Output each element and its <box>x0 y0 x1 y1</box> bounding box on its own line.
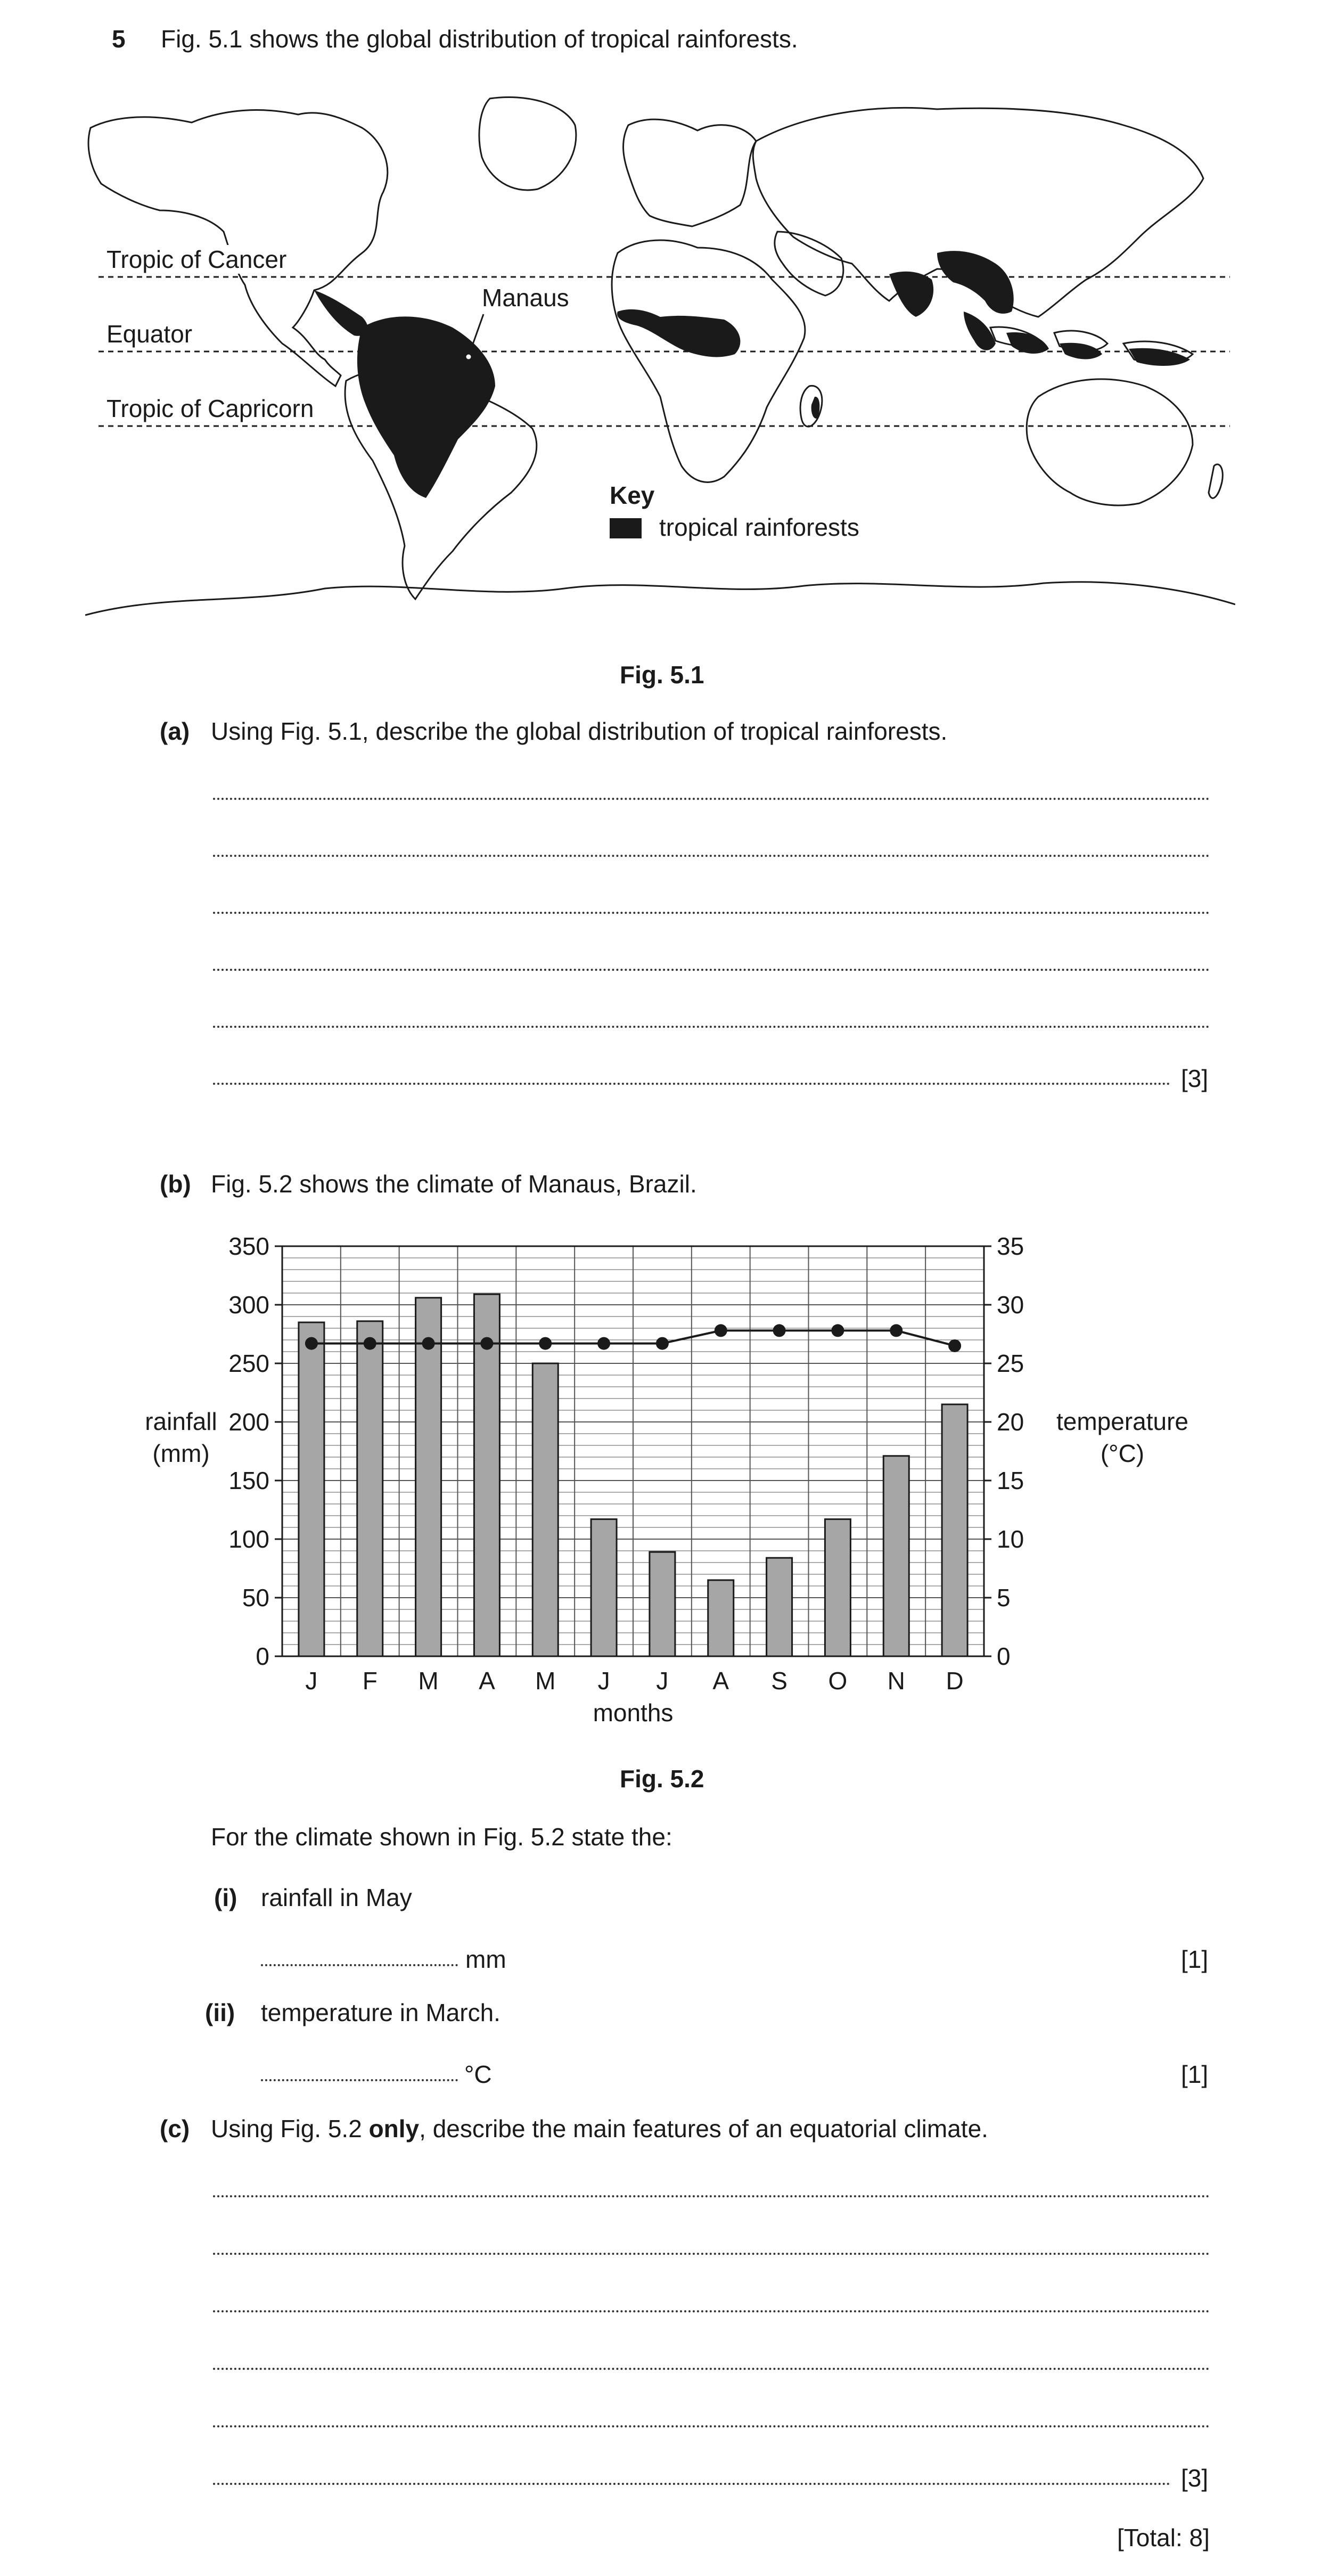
rainfall-bar <box>942 1404 967 1656</box>
rainfall-bar <box>825 1519 850 1656</box>
x-axis-title: months <box>593 1699 674 1727</box>
part-b-ii-question: temperature in March. <box>261 1999 500 2026</box>
answer-line-a2[interactable] <box>213 855 1210 857</box>
month-tick-label: M <box>418 1667 439 1695</box>
left-axis-title-line1: rainfall <box>145 1408 217 1435</box>
answer-line-c4[interactable] <box>213 2368 1210 2370</box>
temperature-point <box>715 1324 727 1337</box>
temperature-point <box>422 1337 435 1350</box>
month-tick-label: F <box>362 1667 378 1695</box>
rainfall-bar <box>357 1321 383 1656</box>
left-tick-label: 0 <box>256 1642 269 1670</box>
rainforest-areas <box>314 251 1190 498</box>
part-b-i-marks: [1] <box>1181 1945 1209 1973</box>
answer-line-b-ii[interactable] <box>261 2079 458 2081</box>
part-b-ii-unit: °C <box>464 2060 492 2088</box>
answer-line-a1[interactable] <box>213 798 1210 800</box>
part-a-label: (a) <box>160 717 190 745</box>
temperature-point <box>773 1324 786 1337</box>
month-tick-label: O <box>828 1667 848 1695</box>
answer-line-a3[interactable] <box>213 912 1210 914</box>
right-tick-label: 20 <box>997 1408 1024 1436</box>
part-b-i-question: rainfall in May <box>261 1884 412 1911</box>
temperature-point <box>656 1337 669 1350</box>
climate-chart <box>133 1225 1198 1747</box>
chart-grid <box>282 1246 984 1656</box>
part-c-question <box>211 2114 988 2143</box>
month-tick-label: A <box>479 1667 495 1695</box>
month-tick-label: J <box>305 1667 318 1695</box>
part-b-i-label: (i) <box>214 1884 237 1911</box>
left-tick-label: 300 <box>228 1291 269 1319</box>
part-c-text-before: Using Fig. 5.2 <box>211 2115 369 2142</box>
rainfall-bar <box>708 1580 734 1656</box>
right-tick-label: 30 <box>997 1291 1024 1319</box>
question-number: 5 <box>112 25 126 53</box>
right-axis-title-line2: (°C) <box>1100 1440 1145 1467</box>
answer-line-a6[interactable] <box>213 1083 1170 1085</box>
answer-line-c6[interactable] <box>213 2483 1170 2485</box>
month-tick-label: N <box>887 1667 905 1695</box>
left-tick-label: 150 <box>228 1467 269 1494</box>
rainfall-bar <box>883 1456 909 1656</box>
key-title: Key <box>610 481 655 509</box>
manaus-label: Manaus <box>482 284 569 312</box>
temperature-point <box>364 1337 376 1350</box>
fig-5-2-label: Fig. 5.2 <box>620 1765 704 1793</box>
part-b-i-unit: mm <box>465 1945 506 1973</box>
left-axis-title-line2: (mm) <box>152 1440 210 1467</box>
rainfall-bar <box>299 1322 324 1656</box>
answer-line-c3[interactable] <box>213 2310 1210 2312</box>
equator-label: Equator <box>106 320 195 348</box>
part-b-ii-label: (ii) <box>205 1999 235 2026</box>
answer-line-b-i[interactable] <box>261 1964 458 1966</box>
rainfall-bar <box>416 1298 441 1656</box>
right-tick-label: 0 <box>997 1642 1011 1670</box>
left-tick-label: 350 <box>228 1232 269 1260</box>
part-a-question: Using Fig. 5.1, describe the global distribution of tropical rainforests. <box>211 717 948 745</box>
month-tick-label: S <box>771 1667 787 1695</box>
answer-line-a4[interactable] <box>213 969 1210 971</box>
tropic-of-cancer-label: Tropic of Cancer <box>106 245 290 274</box>
rainfall-bar <box>532 1363 558 1656</box>
answer-line-a5[interactable] <box>213 1026 1210 1028</box>
part-b-label: (b) <box>160 1170 191 1198</box>
key-swatch <box>610 518 642 538</box>
manaus-marker <box>465 354 472 360</box>
right-axis-title-line1: temperature <box>1056 1408 1189 1435</box>
part-b-state-text: For the climate shown in Fig. 5.2 state the: <box>211 1823 672 1851</box>
key-item-label: tropical rainforests <box>659 513 859 541</box>
left-tick-label: 250 <box>228 1350 269 1377</box>
temperature-point <box>890 1324 902 1337</box>
right-tick-label: 35 <box>997 1232 1024 1260</box>
rainfall-bar <box>767 1558 792 1656</box>
right-tick-label: 15 <box>997 1467 1024 1494</box>
left-tick-label: 100 <box>228 1525 269 1553</box>
month-tick-label: M <box>535 1667 556 1695</box>
left-tick-label: 50 <box>242 1584 269 1612</box>
month-tick-label: J <box>656 1667 669 1695</box>
world-map <box>85 77 1235 636</box>
left-tick-label: 200 <box>228 1408 269 1436</box>
answer-line-c1[interactable] <box>213 2195 1210 2197</box>
right-tick-label: 5 <box>997 1584 1011 1612</box>
question-intro: Fig. 5.1 shows the global distribution of tropical rainforests. <box>161 25 798 53</box>
part-c-text-after: , describe the main features of an equatorial climate. <box>419 2115 988 2142</box>
month-tick-label: D <box>946 1667 964 1695</box>
right-tick-label: 10 <box>997 1525 1024 1553</box>
temperature-point <box>305 1337 318 1350</box>
part-c-label: (c) <box>160 2115 190 2142</box>
temperature-point <box>480 1337 493 1350</box>
part-c-text-bold: only <box>368 2115 420 2142</box>
temperature-point <box>948 1339 961 1352</box>
temperature-point <box>597 1337 610 1350</box>
answer-line-c5[interactable] <box>213 2425 1210 2427</box>
temperature-point <box>539 1337 552 1350</box>
rainfall-bar <box>650 1552 675 1656</box>
month-tick-label: A <box>712 1667 729 1695</box>
total-marks: [Total: 8] <box>1117 2524 1210 2552</box>
answer-line-c2[interactable] <box>213 2253 1210 2255</box>
part-b-ii-marks: [1] <box>1181 2060 1209 2088</box>
part-c-marks: [3] <box>1181 2464 1209 2492</box>
right-tick-label: 25 <box>997 1350 1024 1377</box>
tropic-of-capricorn-label: Tropic of Capricorn <box>106 394 317 423</box>
temperature-point <box>831 1324 844 1337</box>
part-a-marks: [3] <box>1181 1065 1209 1092</box>
part-b-question: Fig. 5.2 shows the climate of Manaus, Brazil. <box>211 1170 697 1198</box>
fig-5-1-label: Fig. 5.1 <box>620 661 704 689</box>
month-tick-label: J <box>597 1667 610 1695</box>
rainfall-bar <box>591 1519 617 1656</box>
